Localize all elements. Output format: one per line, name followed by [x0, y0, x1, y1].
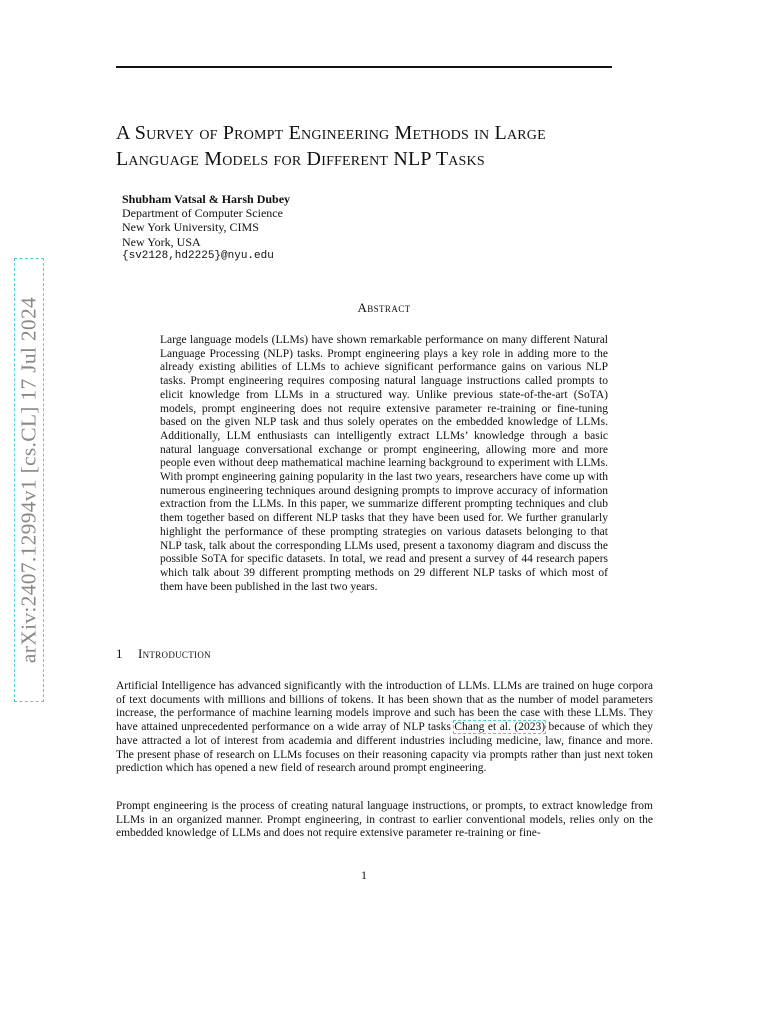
author-institution: New York University, CIMS — [122, 220, 259, 235]
arxiv-stamp[interactable] — [14, 258, 44, 702]
author-department: Department of Computer Science — [122, 206, 283, 221]
section-number: 1 — [116, 646, 123, 661]
intro-paragraph-1 — [116, 680, 653, 776]
paper-title — [116, 120, 676, 172]
author-names: Shubham Vatsal & Harsh Dubey — [122, 192, 291, 206]
section-title: Introduction — [138, 646, 211, 661]
intro-paragraph-1-text-a: Artificial Intelligence has advanced significantly with the introduction of LLMs. LLMs are trained on huge corpora of text documents with millions and billions of tokens. It has been shown that as the number of model parameters increase, the performance of machine learning models improve and such has been the case with these LLMs. They have attained unprecedented performance on a wide array of NLP tasks — [116, 680, 653, 734]
intro-paragraph-1-text-b: because of which they have attracted a lot of interest from academia and different industries including medicine, law, finance and more. The present phase of research on LLMs focuses on their reasoning capacity via prompts rather than just next token prediction which has opened a new field of research around prompt engineering. — [116, 721, 653, 775]
title-line-2: Language Models for Different NLP Tasks — [116, 148, 485, 170]
citation-link-chang-2023[interactable]: Chang et al. (2023) — [454, 721, 546, 734]
section-heading-introduction — [116, 646, 211, 662]
title-line-1: A Survey of Prompt Engineering Methods in Large — [116, 122, 546, 144]
author-email[interactable]: {sv2128,hd2225}@nyu.edu — [122, 249, 274, 262]
arxiv-stamp-text: arXiv:2407.12994v1 [cs.CL] 17 Jul 2024 — [16, 296, 41, 664]
abstract-heading: Abstract — [357, 300, 411, 315]
intro-paragraph-2: Prompt engineering is the process of creating natural language instructions, or prompts, to extract knowledge from LLMs in an organized manner. Prompt engineering, in contrast to earlier conventional models, relies only on the embedded knowledge of LLMs and does not require extensive parameter re-training or fine- — [116, 800, 653, 840]
author-location: New York, USA — [122, 234, 201, 249]
author-block — [122, 192, 522, 263]
top-rule — [116, 66, 612, 68]
page-number: 1 — [361, 868, 367, 882]
abstract-text: Large language models (LLMs) have shown remarkable performance on many different Natural Language Processing (NLP) tasks. Prompt engineering plays a key role in adding more to the already existing abilities of LLMs to achieve significant performance gains on various NLP tasks. Prompt engineering requires composing natural language instructions called prompts to elicit knowledge from LLMs in a structured way. Unlike previous state-of-the-art (SoTA) models, prompt engineering does not require extensive parameter re-training or fine-tuning based on the given NLP task and thus solely operates on the embedded knowledge of LLMs. Additionally, LLM enthusiasts can intelligently extract LLMs’ knowledge through a basic natural language conversational exchange or prompt engineering, allowing more and more people even without deep mathematical machine learning background to experiment with LLMs. With prompt engineering gaining popularity in the last two years, researchers have come up with numerous engineering techniques around designing prompts to improve accuracy of information extraction from the LLMs. In this paper, we summarize different prompting techniques and club them together based on different NLP tasks that they have been used for. We further granularly highlight the performance of these prompting strategies on various datasets belonging to that NLP task, talk about the corresponding LLMs used, present a taxonomy diagram and discuss the possible SoTA for specific datasets. In total, we read and present a survey of 44 research papers which talk about 39 different prompting methods on 29 different NLP tasks of which most of them have been published in the last two years. — [160, 334, 608, 593]
